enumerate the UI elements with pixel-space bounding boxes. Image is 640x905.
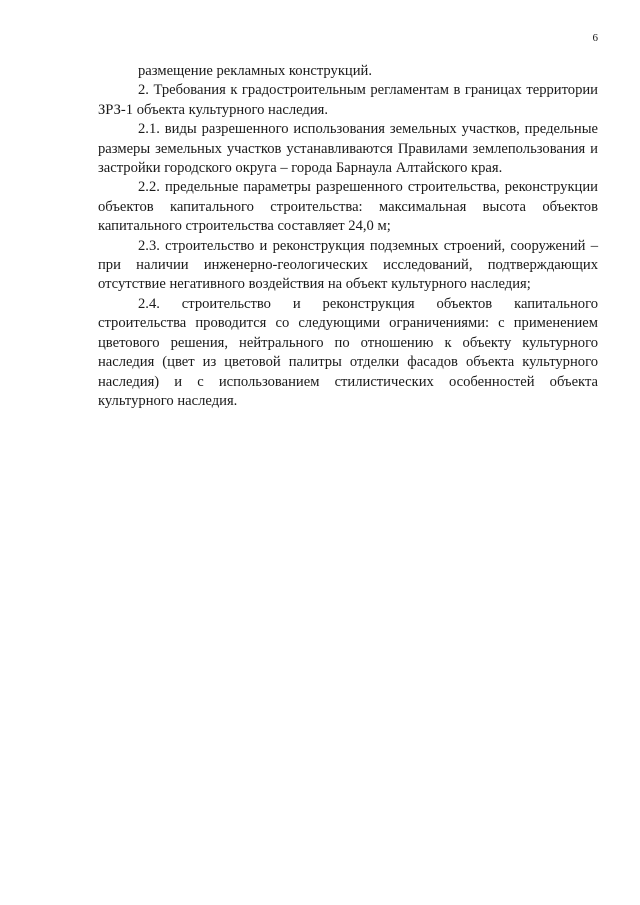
- paragraph-requirements: 2. Требования к градостроительным регламентам в границах территории ЗРЗ-1 объекта культурного наследия.: [98, 82, 598, 118]
- page-number: 6: [592, 32, 598, 44]
- paragraph-continuation: размещение рекламных конструкций.: [138, 63, 372, 79]
- paragraph-2-1: 2.1. виды разрешенного использования земельных участков, предельные размеры земельных участков устанавливаются Правилами землепользования и застройки городского округа – города Барнаула Алтайского края.: [98, 121, 598, 177]
- document-body: [98, 62, 598, 411]
- paragraph-2-2: 2.2. предельные параметры разрешенного строительства, реконструкции объектов капитального строительства: максимальная высота объектов капитального строительства составляет 24,0 м;: [98, 179, 598, 235]
- paragraph-2-3: 2.3. строительство и реконструкция подземных строений, сооружений – при наличии инженерно-геологических исследований, подтверждающих отсутствие негативного воздействия на объект культурного наследия;: [98, 237, 598, 293]
- paragraph-2-4: 2.4. строительство и реконструкция объектов капитального строительства проводится со следующими ограничениями: с применением цветового решения, нейтрального по отношению к объекту культурного наследия (цвет из цветовой палитры отделки фасадов объекта культурного наследия) и с использованием стилистических особенностей объекта культурного наследия.: [98, 295, 598, 409]
